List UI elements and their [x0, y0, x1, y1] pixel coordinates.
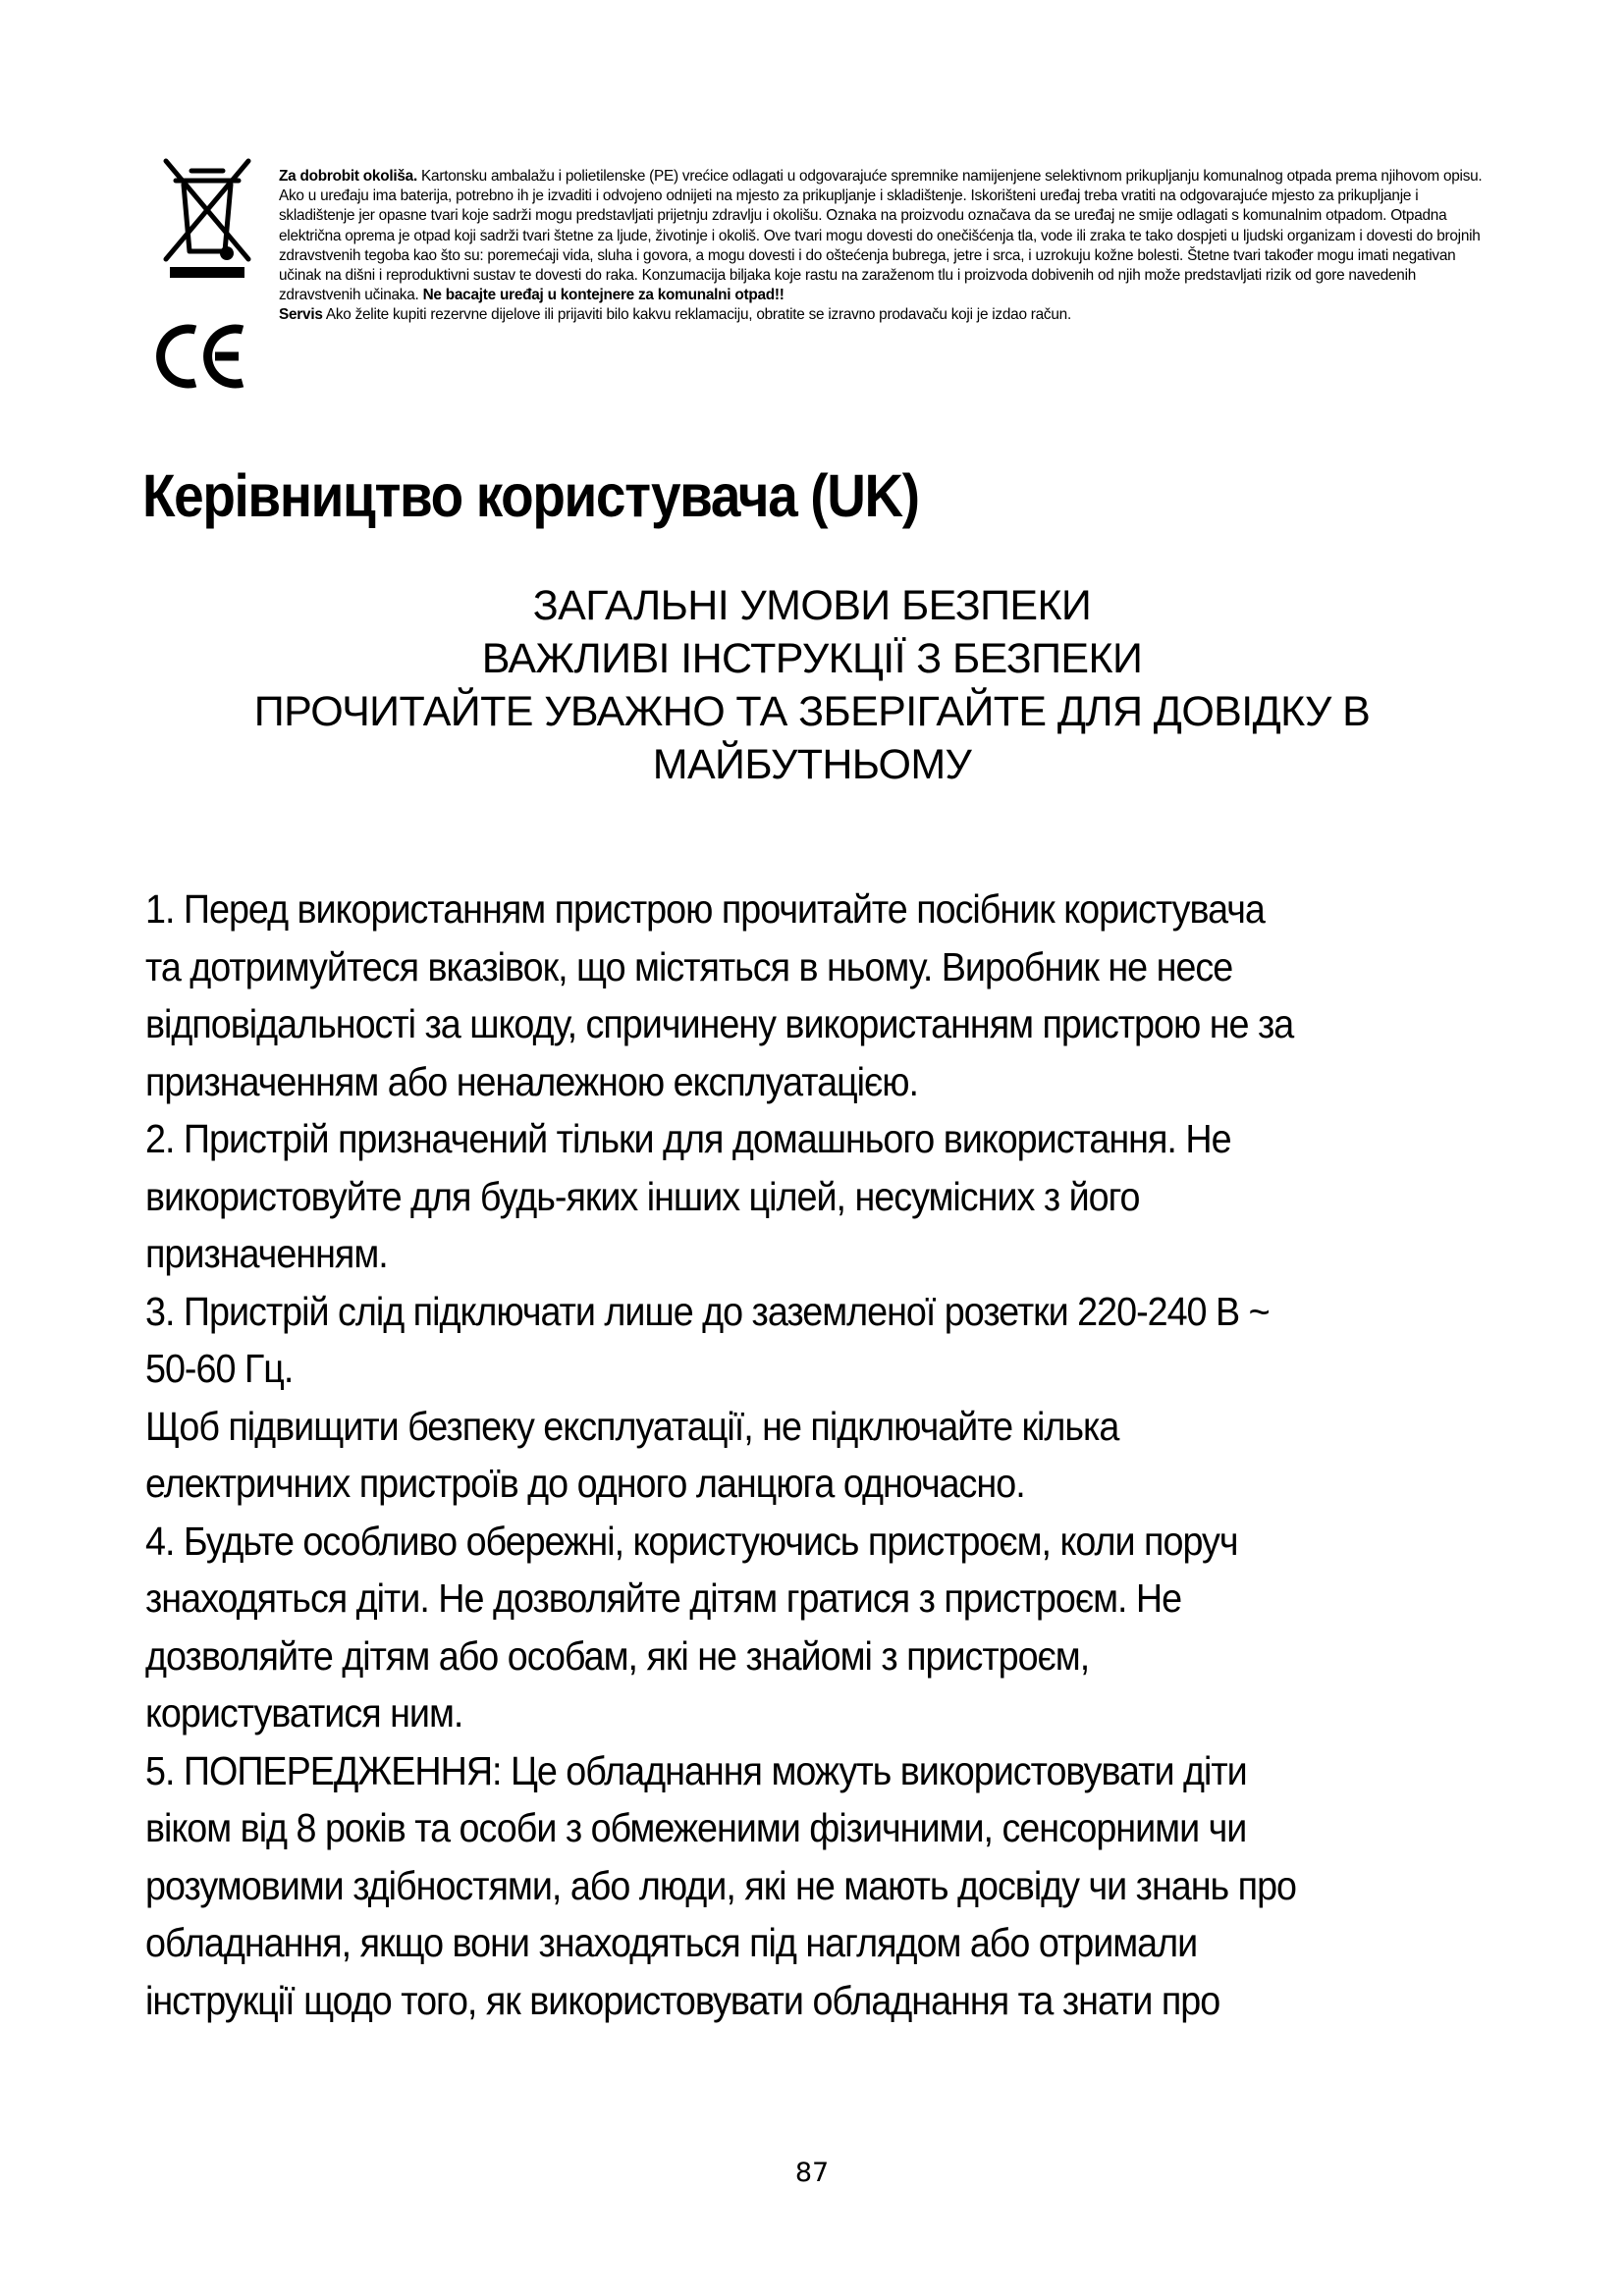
instruction-line: обладнання, якщо вони знаходяться під наглядом або отримали	[145, 1920, 1198, 1965]
instruction-line: розумовими здібностями, або люди, які не мають досвіду чи знань про	[145, 1862, 1297, 1908]
safety-instructions	[145, 881, 1428, 2029]
service-paragraph	[279, 305, 1495, 325]
ce-mark-icon	[152, 322, 250, 391]
environment-notice	[279, 167, 1495, 326]
safety-heading-line: МАЙБУТНЬОМУ	[652, 741, 972, 788]
environment-text: Kartonsku ambalažu i polietilenske (PE) vrećice odlagati u odgovarajuće spremnike namijenjene selektivnom prikupljanju komunalnog otpada prema njihovom opisu. Ako u uređaju ima baterija, potrebno ih je izvaditi i odvojeno odnijeti na mjesto za prikupljanje i skladištenje. Iskorišteni uređaj treba vratiti na odgovarajuće mjesto za prikupljanje i skladištenje jer opasne tvari koje sadrži mogu predstavljati prijetnju zdravlju i okolišu. Oznaka na proizvodu označava da se uređaj ne smije odlagati s komunalnim otpadom. Otpadna električna oprema je otpad koji sadrži tvari štetne za ljude, životinje i okoliš. Ove tvari mogu dovesti do onečišćenja tla, vode ili zraka te tako dospjeti u ljudski organizam i dovesti do brojnih zdravstvenih tegoba kao što su: poremećaji vida, sluha i govora, a mogu dovesti i do oštećenja bubrega, jetre i srca, i uzrokuju kožne bolesti. Štetne tvari također mogu imati negativan učinak na dišni i reproduktivni sustav te dovesti do raka. Konzumacija bilјaka koje rastu na zaraženom tlu i proizvoda dobivenih od njih može predstavljati rizik od gore navedenih zdravstvenih učinaka.	[279, 168, 1483, 304]
instruction-line: віком від 8 років та особи з обмеженими фізичними, сенсорними чи	[145, 1805, 1247, 1850]
safety-heading	[196, 579, 1428, 791]
instruction-line: 50-60 Гц.	[145, 1346, 294, 1391]
page-title: Керівництво користувача (UK)	[142, 462, 919, 529]
service-lead: Servis	[279, 306, 323, 324]
instruction-line: та дотримуйтеся вказівок, що містяться в ньому. Виробник не несе	[145, 943, 1233, 989]
instruction-line: інструкції щодо того, як використовувати обладнання та знати про	[145, 1977, 1220, 2023]
instruction-line: 4. Будьте особливо обережні, користуючись пристроєм, коли поруч	[145, 1518, 1238, 1564]
instruction-line: призначенням.	[145, 1231, 388, 1276]
instruction-line: Щоб підвищити безпеку експлуатації, не підключайте кілька	[145, 1403, 1119, 1449]
instruction-line: користуватися ним.	[145, 1690, 463, 1735]
disposal-warning: Ne bacajte uređaj u kontejnere za komunalni otpad!!	[422, 287, 785, 304]
page-number: 87	[794, 2158, 830, 2188]
instruction-line: 3. Пристрій слід підключати лише до заземленої розетки 220-240 В ~	[145, 1288, 1270, 1334]
environment-lead: Za dobrobit okoliša.	[279, 168, 418, 185]
safety-heading-line: ЗАГАЛЬНІ УМОВИ БЕЗПЕКИ	[532, 582, 1092, 629]
crossed-out-wheelie-bin-icon	[162, 157, 252, 283]
instruction-line: використовуйте для будь-яких інших цілей, несумісних з його	[145, 1173, 1140, 1219]
instruction-line: відповідальності за шкоду, спричинену використанням пристрою не за	[145, 1001, 1294, 1046]
safety-heading-line: ПРОЧИТАЙТЕ УВАЖНО ТА ЗБЕРІГАЙТЕ ДЛЯ ДОВІДКУ В	[253, 688, 1371, 735]
instruction-line: призначенням або неналежною експлуатацією.	[145, 1058, 919, 1104]
service-text: Ako želite kupiti rezervne dijelove ili prijaviti bilo kakvu reklamaciju, obratite se izravno prodavaču koji je izdao račun.	[322, 306, 1071, 324]
instruction-line: дозволяйте дітям або особам, які не знайомі з пристроєм,	[145, 1632, 1090, 1679]
instruction-line: знаходяться діти. Не дозволяйте дітям гратися з пристроєм. Не	[145, 1575, 1182, 1621]
instruction-line: електричних пристроїв до одного ланцюга одночасно.	[145, 1461, 1025, 1506]
instruction-line: 2. Пристрій призначений тільки для домашнього використання. Не	[145, 1116, 1231, 1161]
instruction-line: 1. Перед використанням пристрою прочитайте посібник користувача	[145, 886, 1265, 932]
environment-paragraph	[279, 167, 1495, 305]
instruction-line: 5. ПОПЕРЕДЖЕННЯ: Це обладнання можуть використовувати діти	[145, 1747, 1247, 1793]
icon-column	[152, 157, 270, 391]
safety-heading-line: ВАЖЛИВІ ІНСТРУКЦІЇ З БЕЗПЕКИ	[481, 635, 1143, 682]
